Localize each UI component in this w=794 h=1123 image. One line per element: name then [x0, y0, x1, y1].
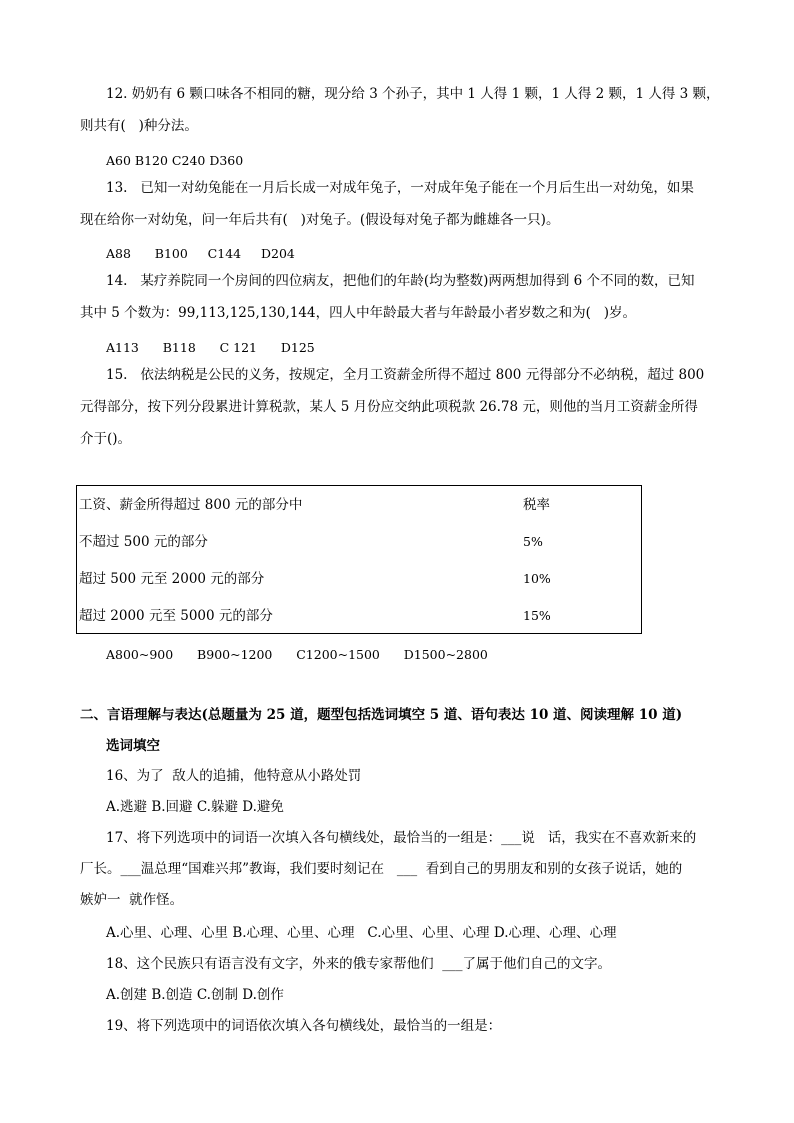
- q15-options: A800~900 B900~1200 C1200~1500 D1500~2800: [106, 647, 488, 662]
- q15-line1: 15. 依法纳税是公民的义务，按规定，全月工资薪金所得不超过 800 元得部分不必纳税，超过 800: [106, 367, 705, 383]
- q13-line2: 现在给你一对幼兔，问一年后共有( )对兔子。(假设每对兔子都为雌雄各一只)。: [80, 212, 560, 228]
- q13-options: A88 B100 C144 D204: [106, 246, 295, 261]
- table-cell-bracket: 超过 500 元至 2000 元的部分: [79, 571, 265, 587]
- table-cell-rate: 10%: [523, 571, 551, 586]
- q16-options: A.逃避 B.回避 C.躲避 D.避免: [106, 799, 284, 815]
- q18-line1: 18、这个民族只有语言没有文字，外来的俄专家帮他们 ___了属于他们自己的文字。: [106, 956, 612, 972]
- table-header-row: [77, 495, 641, 515]
- q17-line3: 嫉妒一 就作怪。: [80, 892, 184, 908]
- q13-line1: 13. 已知一对幼兔能在一月后长成一对成年兔子，一对成年兔子能在一个月后生出一对幼兔，如果: [106, 180, 694, 196]
- table-row: [77, 569, 641, 589]
- table-header-rate: 税率: [523, 497, 550, 513]
- q16-line1: 16、为了 敌人的追捕，他特意从小路处罚: [106, 768, 362, 784]
- q18-options: A.创建 B.创造 C.创制 D.创作: [106, 987, 284, 1003]
- table-row: [77, 606, 641, 626]
- q14-line1: 14. 某疗养院同一个房间的四位病友，把他们的年龄(均为整数)两两想加得到 6 个不同的数，已知: [106, 273, 695, 289]
- q15-line2: 元得部分，按下列分段累进计算税款，某人 5 月份应交纳此项税款 26.78 元，则他的当月工资薪金所得: [80, 399, 698, 415]
- q17-line1: 17、将下列选项中的词语一次填入各句横线处，最恰当的一组是：___说 话，我实在不喜欢新来的: [106, 830, 697, 846]
- q19-line1: 19、将下列选项中的词语依次填入各句横线处，最恰当的一组是：: [106, 1018, 502, 1034]
- tax-rate-table: [76, 485, 642, 634]
- table-header-income: 工资、薪金所得超过 800 元的部分中: [79, 497, 303, 513]
- q12-options: A60 B120 C240 D360: [106, 153, 244, 168]
- q12-line1: 12. 奶奶有 6 颗口味各不相同的糖，现分给 3 个孙子，其中 1 人得 1 颗，1 人得 2 颗，1 人得 3 颗，: [106, 86, 720, 102]
- table-row: [77, 532, 641, 552]
- table-cell-rate: 5%: [523, 534, 543, 549]
- q17-options: A.心里、心理、心里 B.心理、心里、心理 C.心里、心里、心理 D.心理、心理、心理: [106, 925, 617, 941]
- section2-title: 二、言语理解与表达(总题量为 25 道，题型包括选词填空 5 道、语句表达 10 道、阅读理解 10 道): [80, 707, 683, 723]
- table-cell-rate: 15%: [523, 608, 551, 623]
- q14-line2: 其中 5 个数为：99,113,125,130,144，四人中年龄最大者与年龄最小者岁数之和为( )岁。: [80, 305, 636, 321]
- table-cell-bracket: 超过 2000 元至 5000 元的部分: [79, 608, 273, 624]
- q12-line2: 则共有( )种分法。: [80, 118, 198, 134]
- q14-options: A113 B118 C 121 D125: [106, 340, 315, 355]
- section2-subtitle: 选词填空: [106, 738, 160, 754]
- table-cell-bracket: 不超过 500 元的部分: [79, 534, 208, 550]
- q15-line3: 介于()。: [80, 431, 132, 447]
- q17-line2: 厂长。___温总理“国难兴邦”教诲，我们要时刻记在 ___ 看到自己的男朋友和别的女孩子说话，她的: [80, 861, 683, 877]
